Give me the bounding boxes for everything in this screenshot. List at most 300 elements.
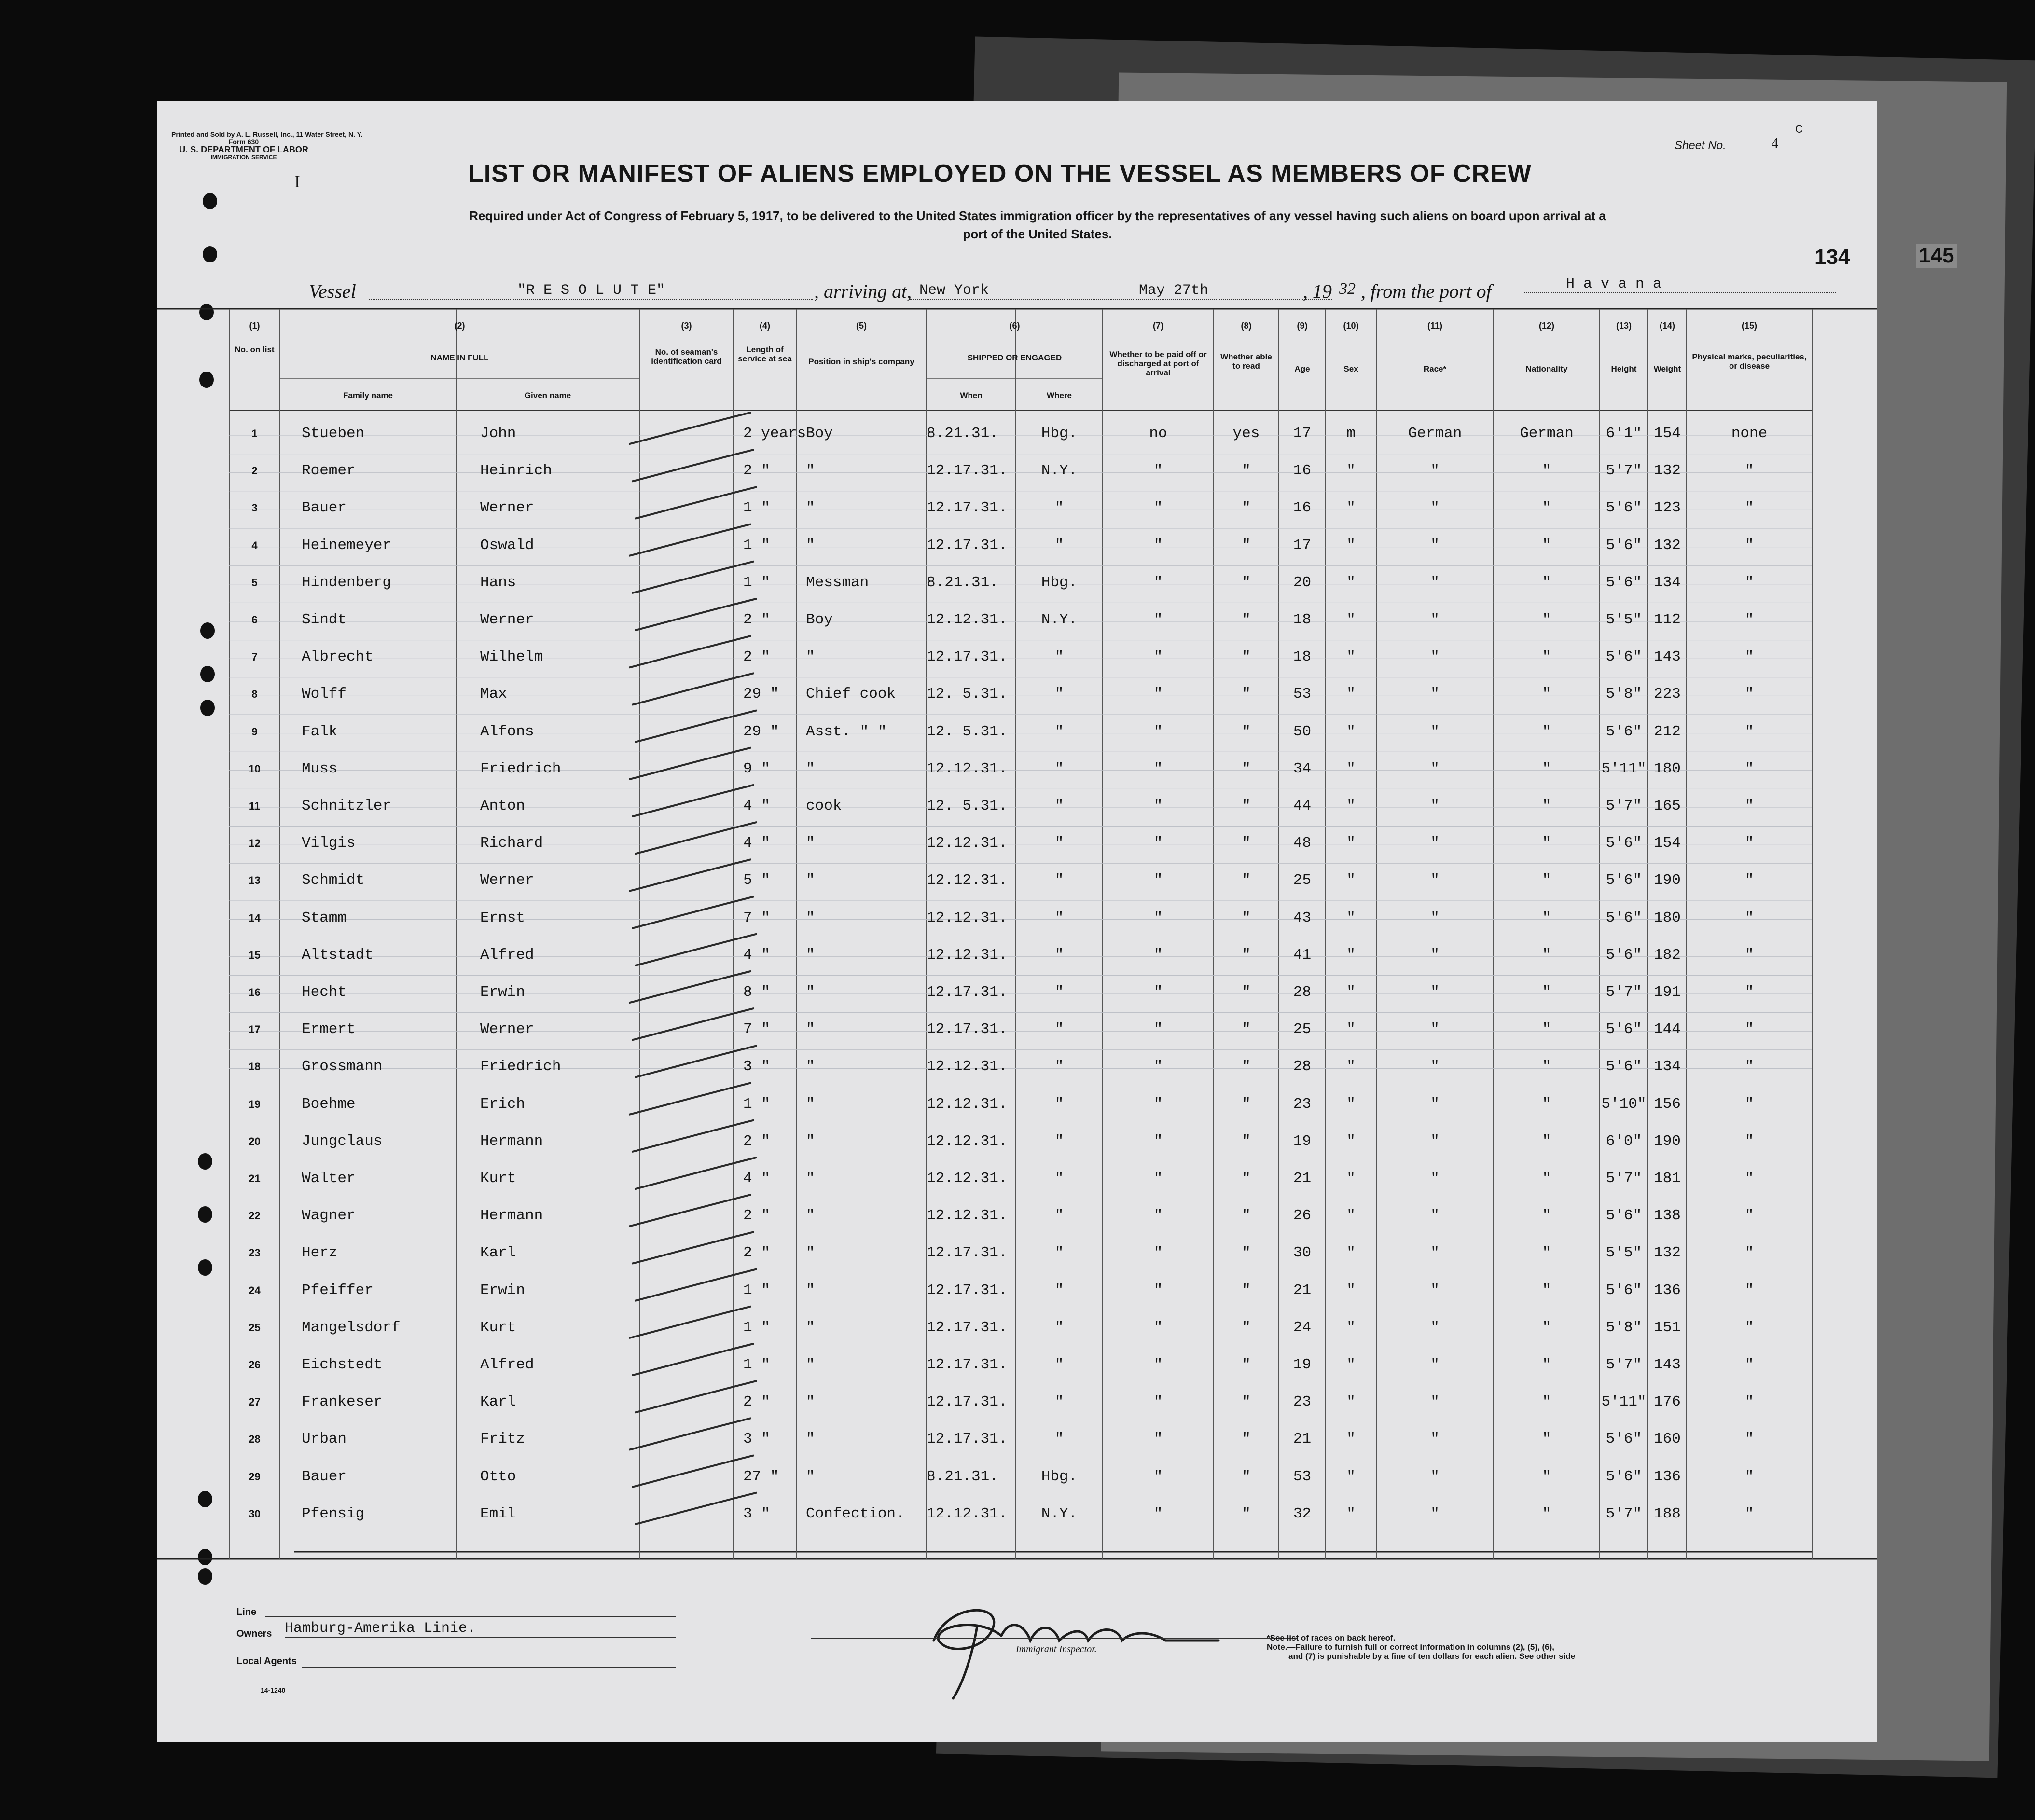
cell-where: ": [1054, 1058, 1064, 1075]
cell-read: ": [1242, 686, 1251, 703]
cell-service: 2 ": [743, 462, 770, 480]
cell-service: 7 ": [743, 909, 770, 926]
cell-age: 53: [1293, 686, 1312, 703]
cell-race: ": [1430, 723, 1440, 740]
cell-sex: ": [1346, 1058, 1356, 1075]
cell-weight: 143: [1654, 648, 1681, 666]
cell-given: Friedrich: [480, 760, 561, 777]
cell-sex: m: [1346, 425, 1356, 442]
cell-service: 1 ": [743, 1282, 770, 1299]
cell-service: 2 ": [743, 1244, 770, 1262]
column-number: (9): [1297, 321, 1308, 331]
cell-marks: ": [1744, 723, 1754, 740]
cell-service: 2 ": [743, 611, 770, 628]
cell-marks: ": [1744, 1132, 1754, 1150]
cell-height: 5'6": [1606, 1207, 1642, 1225]
cell-no: 29: [249, 1470, 261, 1483]
cell-paid: ": [1153, 462, 1163, 480]
cell-position: Asst. " ": [806, 723, 887, 740]
cell-family: Schnitzler: [302, 798, 392, 814]
cell-paid: ": [1153, 835, 1163, 852]
handwritten-mark: I: [294, 172, 300, 191]
cell-paid: ": [1153, 1505, 1163, 1522]
line-label: Line: [236, 1607, 257, 1617]
cell-paid: ": [1153, 1207, 1163, 1225]
cell-marks: ": [1744, 1244, 1754, 1262]
check-mark: [633, 1344, 753, 1375]
cell-paid: ": [1153, 946, 1163, 964]
column-number: (6): [1009, 321, 1020, 331]
cell-when: 8.21.31.: [927, 1468, 998, 1485]
cell-weight: 123: [1654, 499, 1681, 517]
cell-position: ": [806, 462, 815, 480]
cell-given: John: [480, 425, 516, 442]
column-number: (1): [249, 321, 260, 331]
cell-family: Frankeser: [302, 1393, 383, 1411]
cell-height: 5'6": [1606, 1431, 1642, 1448]
cell-weight: 191: [1654, 984, 1681, 1001]
cell-service: 4 ": [743, 946, 770, 964]
cell-family: Stueben: [302, 425, 365, 442]
cell-read: ": [1242, 462, 1251, 480]
check-mark: [636, 1158, 756, 1189]
cell-nationality: ": [1542, 1431, 1551, 1448]
cell-read: ": [1242, 574, 1251, 591]
cell-race: ": [1430, 1319, 1440, 1336]
cell-no: 6: [251, 614, 258, 626]
cell-service: 2 ": [743, 648, 770, 666]
cell-given: Karl: [480, 1393, 516, 1411]
check-mark: [630, 524, 750, 556]
cell-weight: 160: [1654, 1431, 1681, 1448]
cell-marks: ": [1744, 984, 1754, 1001]
cell-race: ": [1430, 648, 1440, 666]
cell-nationality: ": [1542, 686, 1551, 703]
cell-race: ": [1430, 1393, 1440, 1411]
cell-no: 21: [249, 1172, 261, 1185]
table-row: [157, 489, 1877, 526]
cell-nationality: German: [1520, 425, 1574, 442]
cell-read: ": [1242, 1058, 1251, 1075]
cell-age: 25: [1293, 872, 1312, 889]
cell-nationality: ": [1542, 1282, 1551, 1299]
cell-weight: 151: [1654, 1319, 1681, 1336]
cell-marks: ": [1744, 835, 1754, 852]
cell-when: 12.17.31.: [927, 1319, 1008, 1336]
cell-race: ": [1430, 1170, 1440, 1187]
cell-given: Hans: [480, 574, 516, 591]
cell-read: ": [1242, 1244, 1251, 1262]
column-header: Physical marks, peculiarities, or disease: [1692, 352, 1807, 371]
cell-race: ": [1430, 1021, 1440, 1038]
cell-no: 18: [249, 1061, 261, 1073]
cell-given: Richard: [480, 835, 543, 852]
cell-position: ": [806, 1319, 815, 1336]
cell-where: N.Y.: [1041, 462, 1078, 480]
table-row: [157, 1011, 1877, 1048]
cell-where: ": [1054, 1132, 1064, 1150]
cell-family: Pfeiffer: [302, 1282, 374, 1299]
cell-when: 12.12.31.: [927, 1505, 1008, 1522]
cell-position: ": [806, 1021, 815, 1038]
cell-nationality: ": [1542, 1095, 1551, 1113]
cell-marks: ": [1744, 1095, 1754, 1113]
cell-marks: ": [1744, 648, 1754, 666]
cell-nationality: ": [1542, 1505, 1551, 1522]
arriving-label: , arriving at,: [814, 280, 912, 302]
cell-race: ": [1430, 574, 1440, 591]
cell-where: ": [1054, 723, 1064, 740]
cell-given: Friedrich: [480, 1058, 561, 1075]
column-header: Nationality: [1525, 364, 1568, 373]
table-row: [157, 1048, 1877, 1085]
cell-height: 5'6": [1606, 499, 1642, 517]
arriving-port: New York: [910, 282, 1112, 300]
cell-nationality: ": [1542, 611, 1551, 628]
cell-age: 21: [1293, 1170, 1312, 1187]
column-number: (11): [1427, 321, 1443, 331]
cell-where: ": [1054, 946, 1064, 964]
cell-when: 12.12.31.: [927, 872, 1008, 889]
cell-service: 4 ": [743, 835, 770, 852]
table-row: [157, 1420, 1877, 1458]
column-header: Height: [1611, 364, 1637, 373]
cell-age: 16: [1293, 499, 1312, 517]
cell-age: 20: [1293, 574, 1312, 591]
cell-read: ": [1242, 1095, 1251, 1113]
cell-race: ": [1430, 499, 1440, 517]
cell-family: Hecht: [302, 984, 347, 1001]
manifest-page: [157, 101, 1877, 1742]
cell-weight: 180: [1654, 760, 1681, 777]
column-header: Age: [1294, 364, 1310, 373]
cell-height: 5'7": [1606, 984, 1642, 1001]
cell-no: 19: [249, 1098, 261, 1110]
cell-sex: ": [1346, 723, 1356, 740]
cell-where: N.Y.: [1041, 611, 1078, 628]
cell-read: ": [1242, 760, 1251, 777]
cell-marks: ": [1744, 946, 1754, 964]
cell-given: Werner: [480, 1021, 534, 1038]
cell-where: ": [1054, 1393, 1064, 1411]
cell-height: 5'6": [1606, 835, 1642, 852]
cell-sex: ": [1346, 1468, 1356, 1485]
cell-height: 5'5": [1606, 611, 1642, 628]
cell-position: ": [806, 872, 815, 889]
cell-age: 26: [1293, 1207, 1312, 1225]
column-number: (7): [1153, 321, 1163, 331]
cell-age: 24: [1293, 1319, 1312, 1336]
cell-sex: ": [1346, 1431, 1356, 1448]
column-header: NAME IN FULL: [430, 353, 489, 362]
year-suffix: 32: [1339, 280, 1356, 298]
cell-service: 1 ": [743, 1095, 770, 1113]
cell-family: Vilgis: [302, 835, 356, 852]
cell-read: ": [1242, 946, 1251, 964]
cell-family: Grossmann: [302, 1058, 383, 1075]
cell-no: 26: [249, 1359, 261, 1371]
cell-paid: ": [1153, 1319, 1163, 1336]
check-mark: [636, 599, 756, 630]
cell-marks: ": [1744, 462, 1754, 480]
table-row: [157, 1458, 1877, 1495]
cell-paid: ": [1153, 1282, 1163, 1299]
cell-paid: ": [1153, 611, 1163, 628]
cell-where: ": [1054, 798, 1064, 814]
cell-when: 12.17.31.: [927, 1356, 1008, 1373]
cell-paid: ": [1153, 499, 1163, 517]
column-header: Where: [1047, 391, 1072, 400]
cell-weight: 212: [1654, 723, 1681, 740]
cell-where: ": [1054, 984, 1064, 1001]
cell-nationality: ": [1542, 760, 1551, 777]
cell-paid: ": [1153, 537, 1163, 554]
cell-paid: ": [1153, 1468, 1163, 1485]
cell-weight: 134: [1654, 574, 1681, 591]
cell-when: 12.17.31.: [927, 462, 1008, 480]
cell-nationality: ": [1542, 1356, 1551, 1373]
cell-weight: 112: [1654, 611, 1681, 628]
cell-race: ": [1430, 1356, 1440, 1373]
cell-height: 5'6": [1606, 1021, 1642, 1038]
cell-given: Ernst: [480, 909, 526, 926]
cell-race: ": [1430, 1244, 1440, 1262]
cell-marks: ": [1744, 574, 1754, 591]
cell-nationality: ": [1542, 1132, 1551, 1150]
cell-paid: ": [1153, 1393, 1163, 1411]
cell-age: 50: [1293, 723, 1312, 740]
cell-height: 5'7": [1606, 1356, 1642, 1373]
cell-marks: none: [1731, 425, 1768, 442]
check-mark: [633, 897, 753, 928]
cell-read: ": [1242, 872, 1251, 889]
cell-read: ": [1242, 909, 1251, 926]
cell-age: 17: [1293, 425, 1312, 442]
cell-family: Schmidt: [302, 872, 365, 889]
cell-weight: 180: [1654, 909, 1681, 926]
cell-age: 19: [1293, 1356, 1312, 1373]
cell-sex: ": [1346, 574, 1356, 591]
cell-nationality: ": [1542, 1468, 1551, 1485]
cell-sex: ": [1346, 835, 1356, 852]
cell-position: ": [806, 1356, 815, 1373]
cell-when: 12.12.31.: [927, 1095, 1008, 1113]
cell-sex: ": [1346, 798, 1356, 814]
cell-when: 12. 5.31.: [927, 798, 1008, 814]
check-mark: [636, 822, 756, 854]
cell-position: ": [806, 537, 815, 554]
cell-sex: ": [1346, 946, 1356, 964]
cell-sex: ": [1346, 1244, 1356, 1262]
cell-race: ": [1430, 537, 1440, 554]
cell-sex: ": [1346, 760, 1356, 777]
cell-given: Werner: [480, 611, 534, 628]
cell-service: 1 ": [743, 499, 770, 517]
cell-service: 8 ": [743, 984, 770, 1001]
cell-marks: ": [1744, 499, 1754, 517]
footnote-line: Note.—Failure to furnish full or correct information in columns (2), (5), (6),: [1267, 1642, 1554, 1652]
cell-sex: ": [1346, 1319, 1356, 1336]
cell-no: 13: [249, 874, 261, 887]
cell-marks: ": [1744, 798, 1754, 814]
cell-read: ": [1242, 1505, 1251, 1522]
column-number: (2): [454, 321, 465, 331]
cell-service: 1 ": [743, 1356, 770, 1373]
cell-paid: ": [1153, 648, 1163, 666]
cell-weight: 154: [1654, 835, 1681, 852]
cell-given: Erwin: [480, 1282, 526, 1299]
cell-sex: ": [1346, 1095, 1356, 1113]
cell-read: ": [1242, 835, 1251, 852]
table-row: [157, 1383, 1877, 1420]
cell-race: ": [1430, 1431, 1440, 1448]
cell-nationality: ": [1542, 574, 1551, 591]
cell-height: 5'11": [1601, 1393, 1647, 1411]
cell-given: Werner: [480, 872, 534, 889]
cell-given: Alfons: [480, 723, 534, 740]
from-port-label: , from the port of: [1361, 280, 1492, 302]
table-row: [157, 937, 1877, 974]
cell-weight: 136: [1654, 1282, 1681, 1299]
cell-read: ": [1242, 648, 1251, 666]
year-prefix: , 19: [1303, 280, 1332, 302]
cell-given: Otto: [480, 1468, 516, 1485]
cell-height: 5'6": [1606, 1468, 1642, 1485]
cell-paid: ": [1153, 984, 1163, 1001]
column-header: Whether to be paid off or discharged at port of arrival: [1109, 350, 1207, 377]
cell-age: 53: [1293, 1468, 1312, 1485]
cell-when: 12.17.31.: [927, 1282, 1008, 1299]
column-number: (15): [1741, 321, 1757, 331]
cell-given: Kurt: [480, 1170, 516, 1187]
table-row: [157, 750, 1877, 787]
cell-when: 12. 5.31.: [927, 723, 1008, 740]
cell-race: ": [1430, 1505, 1440, 1522]
cell-when: 12. 5.31.: [927, 686, 1008, 703]
cell-sex: ": [1346, 1505, 1356, 1522]
cell-read: yes: [1232, 425, 1260, 442]
cell-sex: ": [1346, 1356, 1356, 1373]
cell-service: 27 ": [743, 1468, 779, 1485]
column-header: Race*: [1423, 364, 1447, 373]
cell-race: German: [1408, 425, 1462, 442]
cell-read: ": [1242, 723, 1251, 740]
cell-race: ": [1430, 798, 1440, 814]
cell-age: 18: [1293, 611, 1312, 628]
check-mark: [636, 711, 756, 742]
cell-given: Karl: [480, 1244, 516, 1262]
cell-height: 5'8": [1606, 1319, 1642, 1336]
cell-marks: ": [1744, 1356, 1754, 1373]
check-mark: [636, 1046, 756, 1077]
cell-position: ": [806, 499, 815, 517]
cell-position: ": [806, 760, 815, 777]
cell-family: Urban: [302, 1431, 347, 1448]
cell-nationality: ": [1542, 723, 1551, 740]
cell-position: cook: [806, 798, 842, 814]
cell-service: 2 ": [743, 1132, 770, 1150]
cell-service: 4 ": [743, 1170, 770, 1187]
cell-race: ": [1430, 946, 1440, 964]
table-row: [157, 1123, 1877, 1160]
cell-given: Erwin: [480, 984, 526, 1001]
column-header: Weight: [1653, 364, 1681, 373]
check-mark: [633, 1120, 753, 1152]
cell-age: 21: [1293, 1282, 1312, 1299]
cell-family: Albrecht: [302, 648, 374, 666]
cell-age: 23: [1293, 1095, 1312, 1113]
check-mark: [636, 934, 756, 965]
cell-when: 12.17.31.: [927, 648, 1008, 666]
cell-family: Hindenberg: [302, 574, 392, 591]
cell-given: Hermann: [480, 1132, 543, 1150]
cell-read: ": [1242, 1021, 1251, 1038]
cell-no: 7: [251, 651, 258, 663]
cell-paid: ": [1153, 909, 1163, 926]
cell-race: ": [1430, 462, 1440, 480]
subtitle-line: Required under Act of Congress of February 5, 1917, to be delivered to the United States immigration officer by the representatives of any vessel having such aliens on board upon arrival at a: [469, 208, 1606, 223]
cell-sex: ": [1346, 909, 1356, 926]
cell-no: 16: [249, 986, 261, 998]
cell-height: 6'0": [1606, 1132, 1642, 1150]
page-title: LIST OR MANIFEST OF ALIENS EMPLOYED ON THE VESSEL AS MEMBERS OF CREW: [468, 160, 1532, 188]
cell-family: Eichstedt: [302, 1356, 383, 1373]
cell-no: 17: [249, 1023, 261, 1036]
cell-race: ": [1430, 1132, 1440, 1150]
cell-nationality: ": [1542, 872, 1551, 889]
cell-nationality: ": [1542, 1021, 1551, 1038]
cell-sex: ": [1346, 984, 1356, 1001]
cell-marks: ": [1744, 1058, 1754, 1075]
cell-age: 18: [1293, 648, 1312, 666]
cell-no: 2: [251, 465, 258, 477]
column-number: (4): [760, 321, 770, 331]
cell-height: 5'6": [1606, 723, 1642, 740]
table-row: [157, 974, 1877, 1011]
table-row: [157, 415, 1877, 452]
form-code: 14-1240: [261, 1686, 286, 1694]
cell-service: 7 ": [743, 1021, 770, 1038]
check-mark: [633, 562, 753, 593]
column-header: Position in ship's company: [808, 357, 914, 366]
cell-read: ": [1242, 1356, 1251, 1373]
subtitle-line: port of the United States.: [963, 227, 1112, 241]
cell-when: 12.12.31.: [927, 760, 1008, 777]
cell-age: 43: [1293, 909, 1312, 926]
cell-no: 11: [249, 800, 261, 812]
cell-nationality: ": [1542, 1170, 1551, 1187]
line-field: [265, 1616, 676, 1617]
check-mark: [630, 636, 750, 667]
cell-nationality: ": [1542, 1393, 1551, 1411]
cell-sex: ": [1346, 648, 1356, 666]
cell-family: Roemer: [302, 462, 356, 480]
cell-position: ": [806, 1207, 815, 1225]
cell-family: Sindt: [302, 611, 347, 628]
check-mark: [633, 1008, 753, 1040]
column-number: (14): [1659, 321, 1675, 331]
table-row: [157, 1309, 1877, 1346]
cell-given: Alfred: [480, 946, 534, 964]
column-number: (3): [681, 321, 692, 331]
cell-weight: 176: [1654, 1393, 1681, 1411]
cell-service: 3 ": [743, 1058, 770, 1075]
cell-race: ": [1430, 984, 1440, 1001]
cell-sex: ": [1346, 537, 1356, 554]
cell-given: Wilhelm: [480, 648, 543, 666]
cell-where: ": [1054, 760, 1064, 777]
cell-where: ": [1054, 1095, 1064, 1113]
